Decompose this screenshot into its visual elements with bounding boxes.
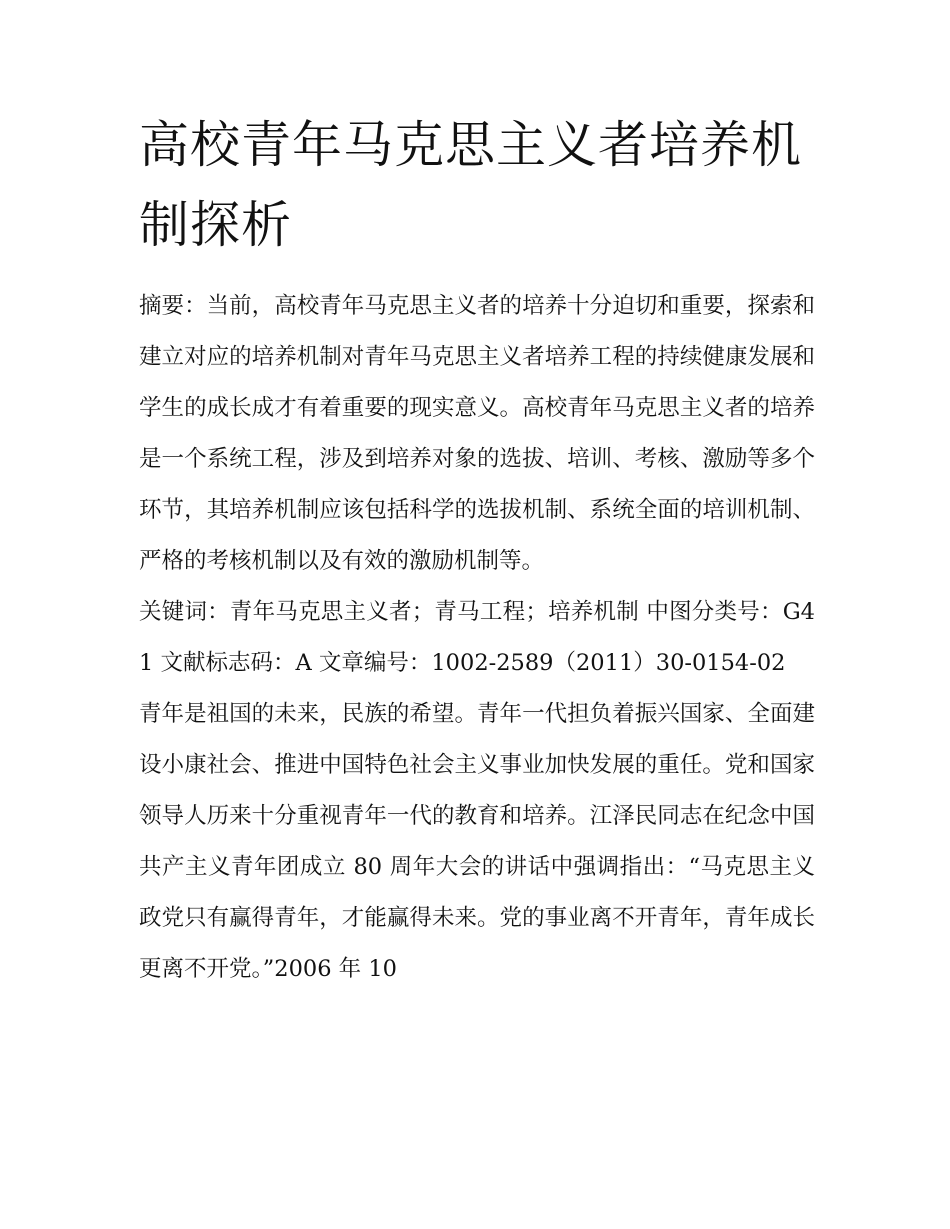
document-page <box>139 105 815 995</box>
keywords-paragraph: 关键词：青年马克思主义者；青马工程；培养机制 中图分类号：G41 文献标志码：A 文章编号：1002-2589（2011）30-0154-02 <box>139 599 815 676</box>
body-paragraph: 青年是祖国的未来，民族的希望。青年一代担负着振兴国家、全面建设小康社会、推进中国特色社会主义事业加快发展的重任。党和国家领导人历来十分重视青年一代的教育和培养。江泽民同志在纪念中国共产主义青年团成立 80 周年大会的讲话中强调指出：“马克思主义政党只有赢得青年，才能赢得未来。党的事业离不开青年，青年成长更离不开党。”2006 年 10 <box>139 701 815 982</box>
document-title: 高校青年马克思主义者培养机制探析 <box>139 116 802 254</box>
abstract-paragraph: 摘要：当前，高校青年马克思主义者的培养十分迫切和重要，探索和建立对应的培养机制对青年马克思主义者培养工程的持续健康发展和学生的成长成才有着重要的现实意义。高校青年马克思主义者的培养是一个系统工程，涉及到培养对象的选拔、培训、考核、激励等多个环节，其培养机制应该包括科学的选拔机制、系统全面的培训机制、严格的考核机制以及有效的激励机制等。 <box>139 293 815 574</box>
